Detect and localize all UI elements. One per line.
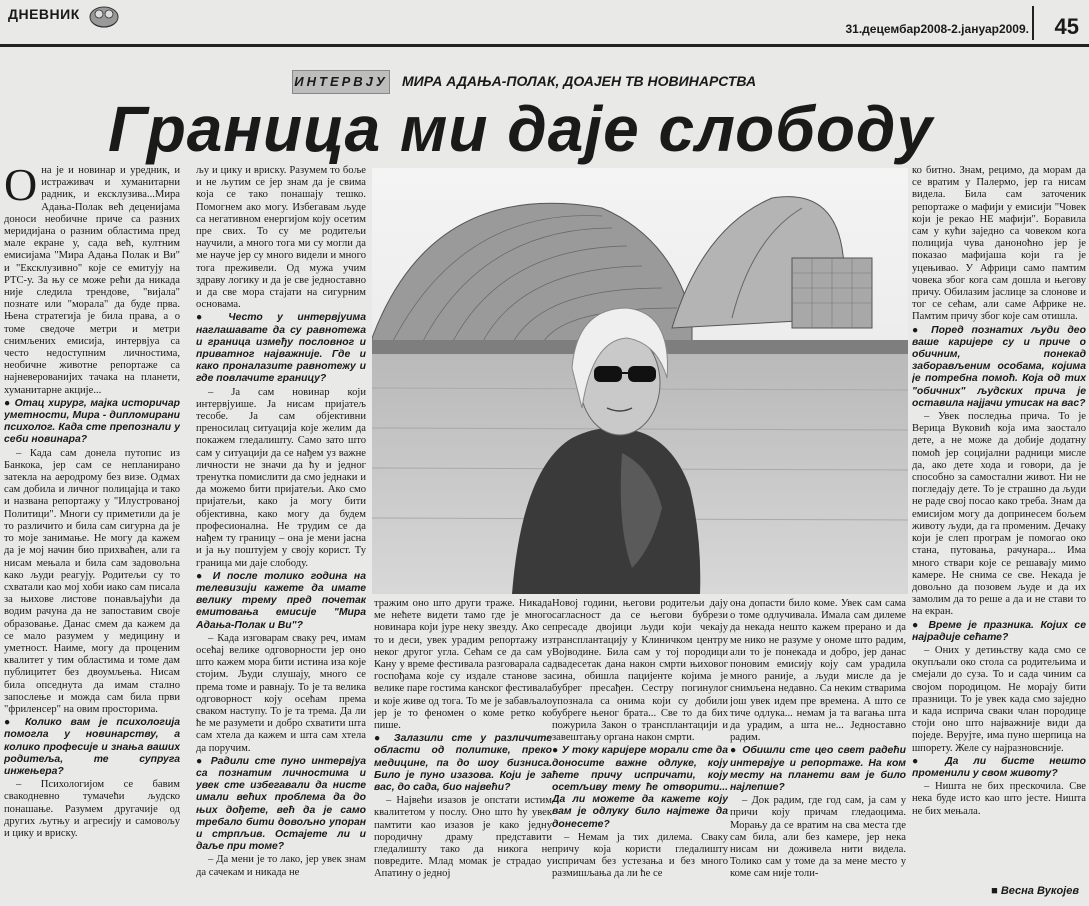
answer-paragraph: љу и цику и вриску. Разумем то боље и не љутим се јер знам да је свима која се тако понашају тешко. Помогнем ако могу. Избегавам људе са негативном енергијом коју осетим пре свих. То су ме родитељи научили, а много тога ми су могли да ме науче јер су много видели и много тога преживели. Од мужа учим здраву логику и да је све једноставно и да све мора стајати на сигурним основама. — [196, 165, 366, 311]
text-column-4 — [552, 598, 728, 905]
question: ● Да ли бисте нешто променили у свом животу? — [912, 755, 1086, 779]
question: ● У току каријере морали сте да доносите важне одлуке, коју ћете причу испричати, коју осетљиву тему ће отворити... Да ли можете да кажете коју вам је одлуку било најтеже да донесете? — [552, 745, 728, 830]
text-column-3 — [374, 598, 552, 905]
answer-paragraph: – Да мени је то лако, јер увек знам да сачекам и никада не — [196, 854, 366, 878]
header-divider — [1032, 6, 1034, 40]
text-column-6 — [912, 165, 1086, 905]
question: ● И после толико година на телевизији кажете да имате велику трему пред почетак емитовања емисије "Мира Адања-Полак и Ви"? — [196, 570, 366, 631]
question: ● Залазили сте у различите области од политике, преко медицине, па до шоу бизниса. Било је пуно изазова. Који је за вас, до сада, био највећи? — [374, 733, 552, 794]
article-subtitle: МИРА АДАЊА-ПОЛАК, ДОАЈЕН ТВ НОВИНАРСТВА — [402, 73, 757, 89]
answer-paragraph: – Ништа не бих прескочила. Све нека буде исто као што јесте. Ништа не бих мењала. — [912, 781, 1086, 817]
question: ● Често у интервјуима наглашавате да су равнотежа и граница између пословног и приватног најважније. Где и како проналазите равнотежу и где повлачите границу? — [196, 312, 366, 385]
question: ● Отац хирург, мајка историчар уметности, Мира - дипломирани психолог. Када сте препознали у себи новинара? — [4, 397, 180, 446]
author-byline: ■ Весна Вукојев — [991, 885, 1079, 897]
drop-cap: О — [4, 165, 38, 210]
answer-paragraph: – Немам ја тих дилема. Сваку причу која користи гледалишту испричам без устезања и без много размишљања да ли ће се — [552, 831, 728, 880]
answer-paragraph: – Ја сам новинар који интервјуише. Ја нисам пријатељ тесобе. Ја сам објективни преносилац ситуација које желим да покажем гледалишту. Само зато што сам у ситуацији да се нађем уз важне личности не значи да ћу и једног тренутка помислити да смо једнаки и да можемо бити пријатељи. Ако смо пријатељи, како ја могу бити објективна, како могу да будем професионална. Не трудим се да нађем ту границу – она је мени јасна и ја њу поштујем у своју корист. Ту граница ми даје слободу. — [196, 386, 366, 569]
article-headline: Граница ми даје слободу — [108, 93, 934, 165]
newspaper-name: ДНЕВНИК — [8, 6, 80, 22]
answer-paragraph: – Када сам донела путопис из Банкока, јер сам се непланирано затекла на аеродрому без визе. Одмах сам добила и личног полицајца и тако и названа репортажу у "Илустрованој Политици". Многи су приметили да је то различито и била сам сигурна да је то моје занимање. Не могу да кажем да је мој начин био прихваћен, али га нисам мењала и била сам задовољна како људи реагују. Родитељи су то схватали као мој хоби иако сам писала за њихове листове понављајући да водим рачуна да не запоставим своје образовање. Данас смем да кажем да се мало разумем у медицину и уметност. Наиме, могу да проценим квалитет у тим областима и томе дам публицитет без двоумљења. Нисам била опседнута да имам стално запослење и можда сам била први "фриленсер" на овим просторима. — [4, 447, 180, 715]
text-column-1 — [4, 165, 180, 905]
answer-paragraph: Новој години, његови родитељи дају сагласност да се његови бубрези пресаде двојици људи који чекају трансплантацију у Клиничком центру Војводине. Била сам у тој породици двадесетак дана након смрти њиховог сина, обишла пацијенте којима је бубрег пресађен. Сестру погинулог упознала са онима који су добили бубреге њеног брата... Све то да бих пожурила Закон о трансплантацији и завештању органа након смрти. — [552, 598, 728, 744]
page-number: 45 — [1054, 14, 1079, 39]
answer-paragraph: – Увек последња прича. То је Верица Вуковић која има заостало дете, а не може да добије додатну помоћ јер социјални радници мисле да, ако дете хода и говори, да је способно за самостални живот. Ни не погледају дете. То је страшно да људи не раде свој посао како треба. Знам да емисијом могу да допринесем бољем животу људи, да га променим. Дечаку који је слеп програм је помогао око стана, путовања, рачунара... Има много ствари које се решавају мимо камере. Не снима се све. Некада је довољно да позовем људе и да их замолим да то реше а да и не стави то на екран. — [912, 411, 1086, 618]
answer-paragraph: – Највећи изазов је опстати истим квалитетом у послу. Оно што ћу увек памтити као изазов је како једну породичну драму представити гледалишту тако да никога не повредите. Млад момак је страдао у Апатину о једној — [374, 795, 552, 880]
question: ● Поред познатих људи део ваше каријере су и приче о обичним, понекад заборављеним особама, којима је потребна помоћ. Која од тих "обичних" људских прича је оставила најјачи утисак на вас? — [912, 324, 1086, 409]
answer-paragraph: – Док радим, где год сам, ја сам у причи коју причам гледаоцима. Морању да се вратим на сва места где сам била, али без камере, јер нека нисам ни доживела нити видела. Толико сам у томе да за мене место у коме сам није толи- — [730, 795, 906, 880]
question: ● Колико вам је психологија помогла у новинарству, а колико професије и знања ваших родитеља, те супруга инжењера? — [4, 717, 180, 777]
answer-paragraph: – Оних у детињству када смо се окупљали око стола са родитељима и смејали до суза. То и сада чиним са својом породицом. Не морају бити празници. То је увек када смо заједно и када исприча сваки члан породице стоји оно што најважније види да поједе. Верујте, има пуно шерпица на шпорету. Желе су најразновсније. — [912, 644, 1086, 754]
text-column-5 — [730, 598, 906, 905]
question: ● Време је празника. Којих се најрадије сећате? — [912, 619, 1086, 643]
text-column-2 — [196, 165, 366, 905]
answer-paragraph: ко битно. Знам, рецимо, да морам да се вратим у Палермо, јер га нисам видела. Била сам заточеник репортаже о мафији у емисији "Човек који је рекао НЕ мафији". Боравила сам у кући заједно са човеком кога полиција чува даноноћно јер је показао мафијаша који га је уцењивао. У Африци само памтим човека због кога сам дошла и његову причу. Обилазим јаслице за слонове и тог се сећам, али саме Африке не. Памтим причу због које сам отишла. — [912, 165, 1086, 323]
photo-illustration — [372, 168, 908, 594]
answer-paragraph: она допасти било коме. Увек сам сама о томе одлучивала. Имала сам дилеме да некада нешто кажем прерано и да ме нико не разуме у ономе што радим, али то је понекада и добро, јер данас поновим емисију коју сам урадила много раније, а људи мисле да је снимљена недавно. Са неким стварима још увек идем пре времена. А што се тиче одлука... немам ја та вагања шта да урадим, а шта не... Једноставно радим. — [730, 598, 906, 744]
question: ● Радили сте пуно интервјуа са познатим личностима и увек сте избегавали да нисте имали већих проблема да до њих дођете, већ да је само требало бити довољно упоран и стрпљив. Остајете ли и даље при томе? — [196, 755, 366, 853]
answer-paragraph: тражим оно што други траже. Никада ме нећете видети тамо где је много новинара који јуре неку звезду. Ако се то и деси, увек урадим репортажу из неког другог угла. Сећам се да сам у Кану у време фестивала разговарала са госпођама које су издале станове за велике паре гостима канског фестивала и које живе од тога. То ме је забављало јер је то феномен о коме ретко ко пише. — [374, 598, 552, 732]
lead-paragraph: на је и новинар и уредник, и истраживач и хуманитарни радник, и ексклузива...Мира Адања-Полак већ деценијама доноси необичне приче са разних меридијана о разним областима пред мале екране у, сада већ, култним емисијама "Мира Адања Полак и Ви" и "Ексклузивно" које се емитују на РТС-у. За њу се може рећи да никада није следила трендове, "вијала" познате или "морала" да буде прва. Њена стратегија је била права, а о томе сведоче метри и метри снимљених емисија, интервјуа са често недоступним личностима, необичне животне репортаже са најневерованијих тачака на планети, хуманитарне акције... — [4, 165, 180, 396]
article-photo — [372, 168, 908, 594]
newspaper-logo-icon — [86, 2, 122, 30]
author-name: Весна Вукојев — [1000, 885, 1079, 897]
answer-paragraph: – Психологијом се бавим свакодневно тумачећи људско понашање. Разумем другачије од других љутњу и агресију и самовољу и цику и вриску. — [4, 779, 180, 839]
issue-date: 31.децембар2008-2.јануар2009. — [845, 22, 1029, 36]
question: ● Обишли сте цео свет радећи интервјуе и репортаже. На ком месту на планети вам је било најлепше? — [730, 745, 906, 794]
header-rule — [0, 44, 1089, 47]
section-kicker: ИНТЕРВЈУ — [292, 70, 390, 94]
answer-paragraph: – Када изговарам сваку реч, имам осећај велике одговорности јер оно што кажем мора бити истина иза које стојим. Људи слушају, много се према томе и равнају. То је та велика одговорност коју осећам према сваком наступу. То је та трема. Да ли ће ме разумети и добро схватити шта сам хтела да кажем и шта сам хтела да поручим. — [196, 632, 366, 754]
